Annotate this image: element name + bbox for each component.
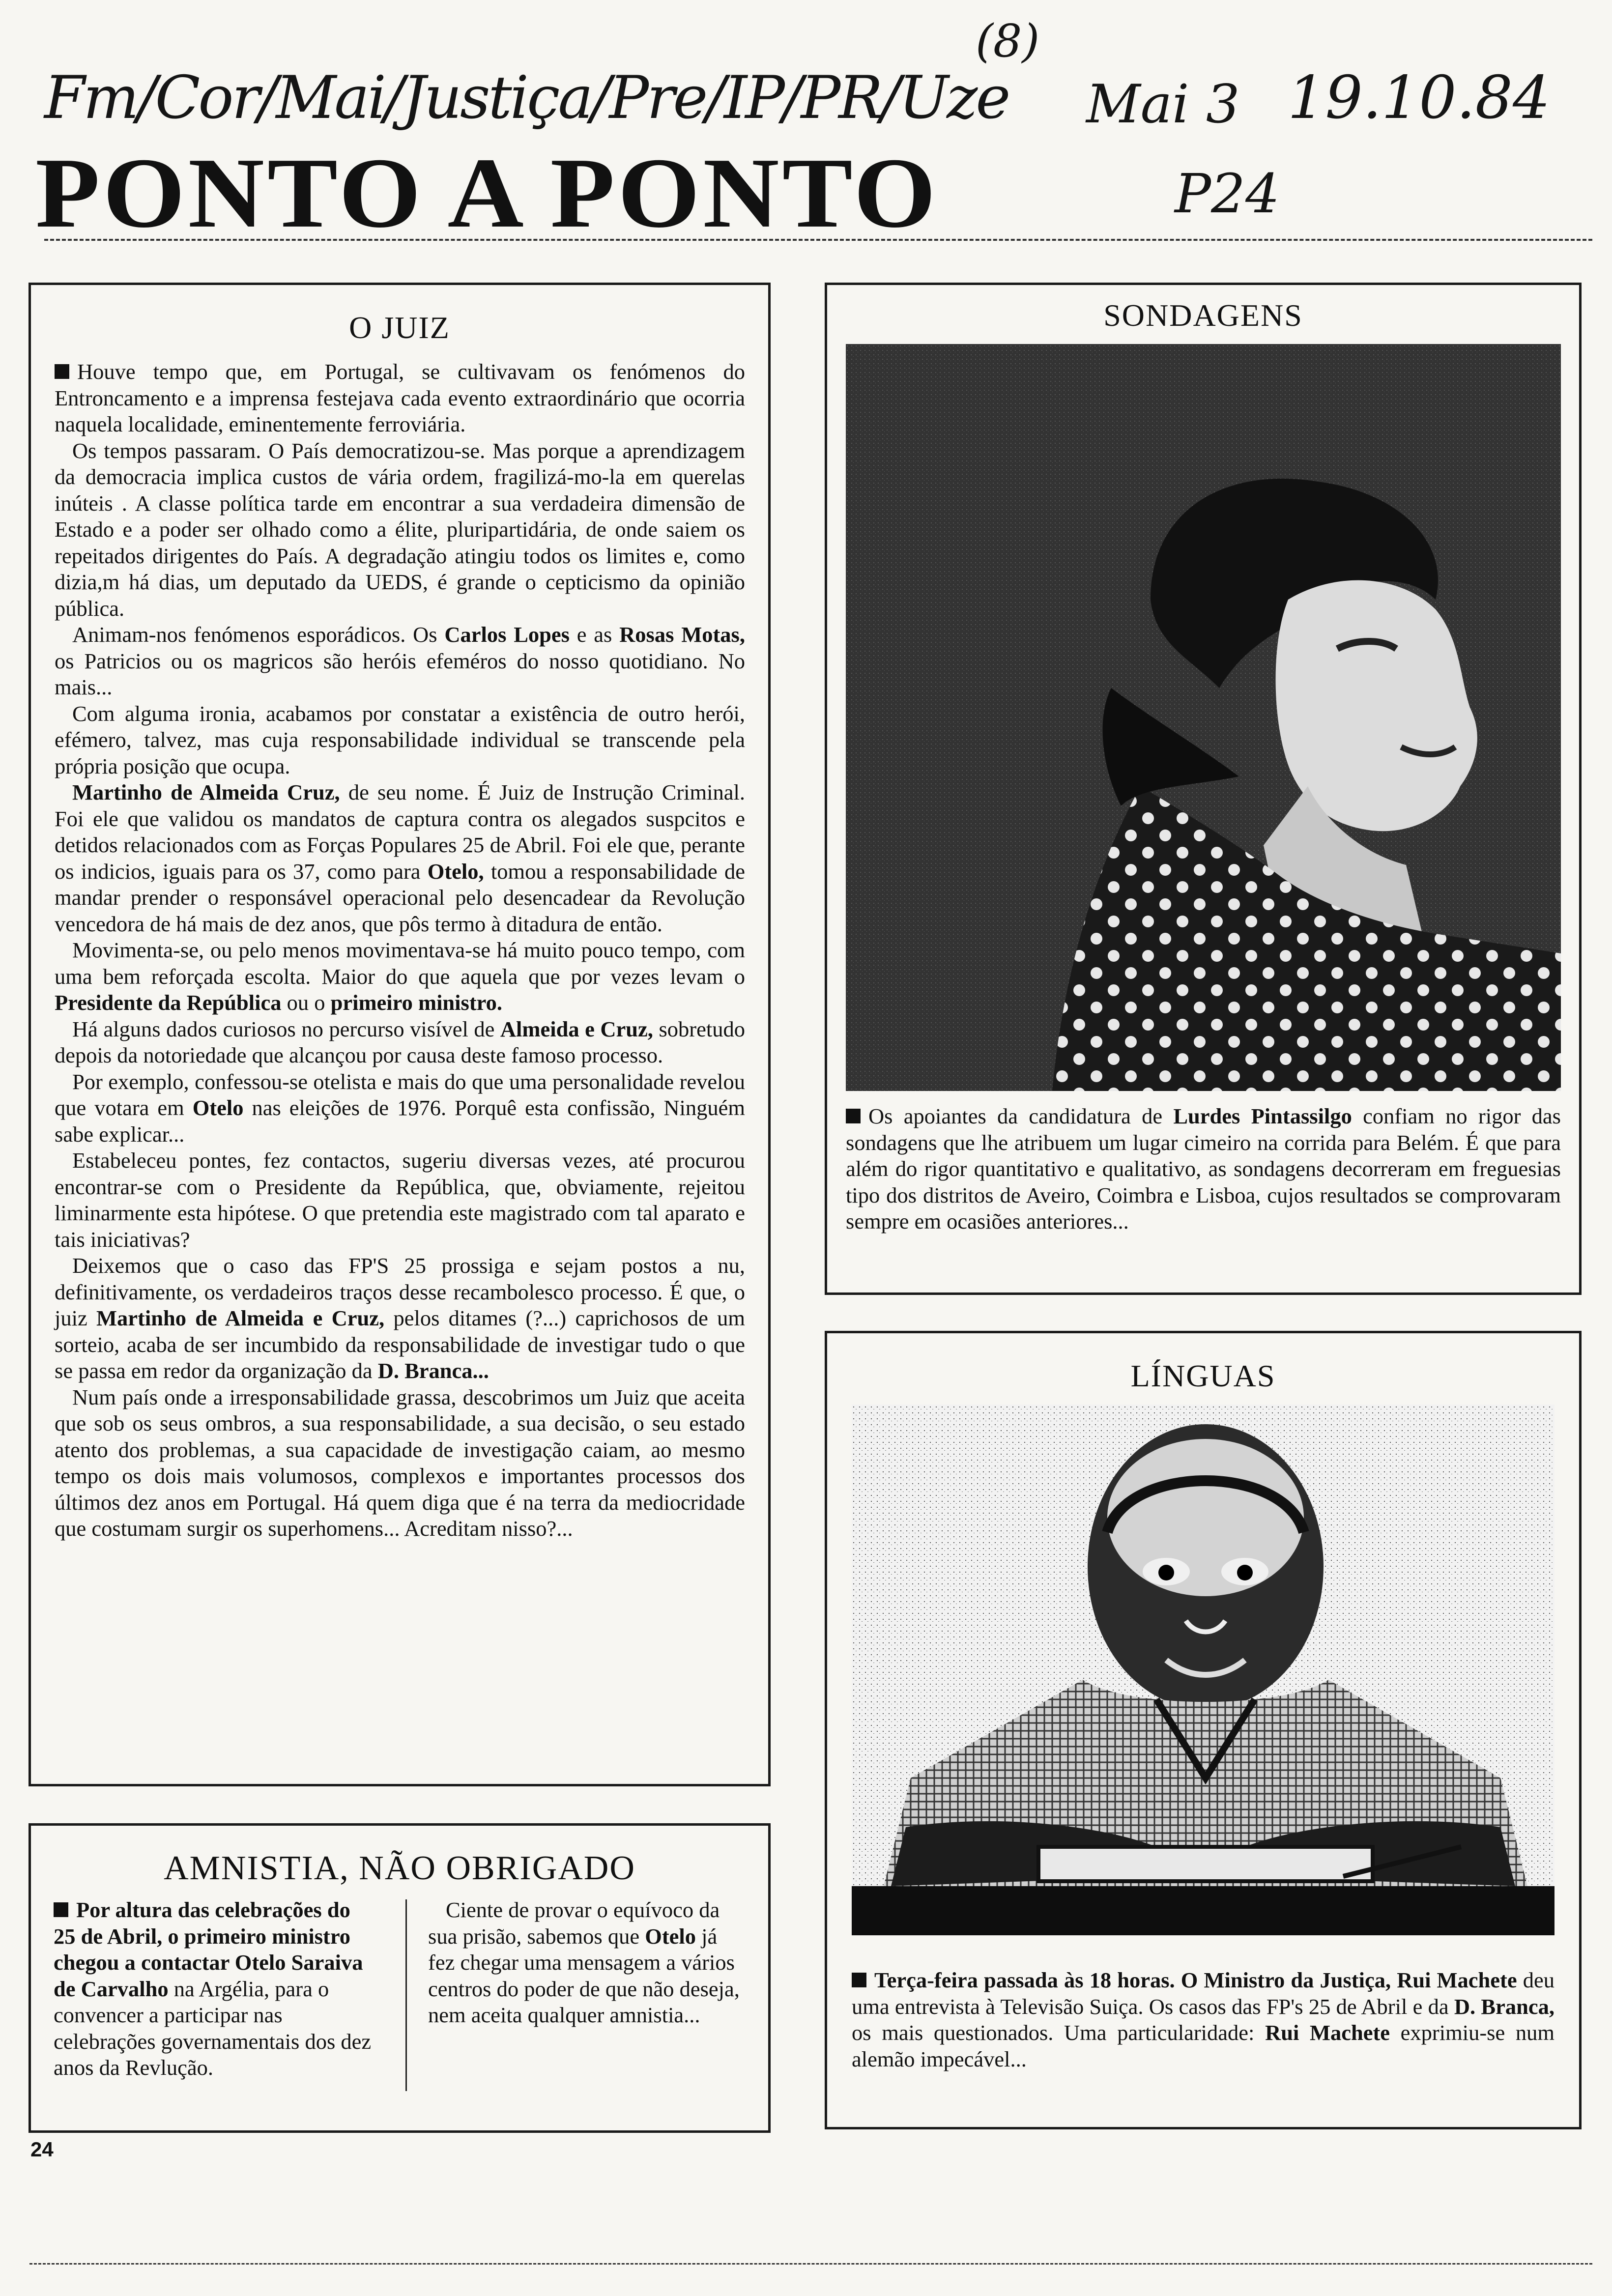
text-run: e as (570, 622, 620, 647)
article-paragraph (55, 937, 745, 1016)
handwritten-page-ref: P24 (1175, 162, 1280, 225)
bold-text-run: Rui Machete (1265, 2020, 1390, 2045)
text-run: Animam-nos fenómenos esporádicos. Os (72, 622, 445, 647)
text-run: Os tempos passaram. O País democratizou-se. Mas porque a aprendizagem da democracia implica custos de vária ordem, fragilizá-mo-la em querelas inúteis . A classe política tarde em encontrar a sua verdadeira dimensão de Estado e a poder ser olhado como a élite, pluripartidária, de onde saiem os repeitados dirigentes do País. A degradação atingiu todos os limites e, como dizia,m há dias, um deputado da UEDS, é grande o cepticismo da opinião pública. (55, 438, 745, 621)
article-paragraph (55, 438, 745, 622)
article-title: AMNISTIA, NÃO OBRIGADO (164, 1849, 635, 1887)
photo-caption (846, 1103, 1561, 1235)
bullet-square-icon (852, 1973, 866, 1987)
bold-text-run: Martinho de Almeida Cruz, (72, 780, 340, 804)
article-title: SONDAGENS (1103, 298, 1303, 333)
page-number: 24 (30, 2138, 54, 2161)
text-run: exprimiu-se num alemão impecável... (852, 2020, 1554, 2071)
text-run: nas eleições de 1976. Porquê esta confissão, Ninguém sabe explicar... (55, 1095, 745, 1147)
photo-rui-machete (852, 1405, 1554, 1935)
text-run: Num país onde a irresponsabilidade grassa, descobrimos um Juiz que aceita que sob os seus ombros, a sua responsabilidade, a sua decisão, o seu estado atento dos problemas, a sua capacidade de investigação caiam, ao mesmo tempo os dois mais volumosos, complexos e importantes processos dos últimos dez anos em Portugal. Há quem diga que é na terra da mediocridade que costumam surgir os superhomens... Acreditam nisso?... (55, 1384, 745, 1541)
bullet-square-icon (846, 1109, 861, 1123)
article-sondagens (825, 283, 1582, 1295)
masthead-rule (44, 239, 1592, 241)
text-run: sobretudo depois da notoriedade que alcançou por causa deste famoso processo. (55, 1016, 745, 1067)
article-title: O JUIZ (349, 310, 450, 345)
handwritten-date-note: 19.10.84 (1288, 64, 1551, 132)
bold-text-run: Terça-feira passada às 18 horas. O Ministro da Justiça, Rui Machete (874, 1968, 1517, 1992)
handwritten-page-mark: (8) (976, 15, 1040, 67)
handwritten-routing-note: Fm/Cor/Mai/Justiça/Pre/IP/PR/Uze (44, 64, 1009, 132)
text-run: Com alguma ironia, acabamos por constatar a existência de outro herói, efémero, talvez, mas cuja responsabilidade individual se transcende pela própria posição que ocupa. (55, 701, 745, 778)
text-run: os Patricios ou os magricos são heróis efeméros do nosso quotidiano. No mais... (55, 648, 745, 699)
text-run: tomou a responsabilidade de mandar prender o responsável operacional pelo desencadear da Revolução vencedora de há mais de dez anos, que pôs termo à ditadura de então. (55, 859, 745, 936)
bold-text-run: Lurdes Pintassilgo (1173, 1104, 1352, 1128)
article-paragraph (55, 622, 745, 701)
article-paragraph (55, 1016, 745, 1069)
text-run: ou o (281, 990, 331, 1015)
text-run: de seu nome. É Juiz de Instrução Criminal. Foi ele que validou os mandatos de captura contra os alegados suspcitos e detidos relacionados com as Forças Populares 25 de Abril. Foi ele que, perante os indicios, iguais para os 37, como para (55, 780, 745, 884)
article-paragraph (55, 701, 745, 780)
bullet-square-icon (54, 1902, 68, 1917)
footer-rule (29, 2263, 1592, 2265)
text-run: Por exemplo, confessou-se otelista e mais do que uma personalidade revelou que votara em (55, 1069, 745, 1120)
article-column-left (54, 1897, 373, 2081)
text-run: pelos ditames (?...) caprichosos de um sorteio, acaba de ser incumbido da responsabilidade de investigar tudo o que se passa em redor da organização da (55, 1306, 745, 1383)
article-title: LÍNGUAS (1130, 1358, 1276, 1393)
bold-text-run: Presidente da República (55, 990, 282, 1015)
bold-text-run: Otelo (192, 1095, 244, 1120)
bold-text-run: Martinho de Almeida e Cruz, (96, 1306, 385, 1330)
handwritten-month-note: Mai 3 (1086, 74, 1240, 135)
bold-text-run: D. Branca, (1454, 1994, 1554, 2019)
masthead-title: PONTO A PONTO (35, 137, 939, 249)
text-run: Há alguns dados curiosos no percurso visível de (72, 1016, 500, 1041)
text-run: na Argélia, para o convencer a participar nas celebrações governamentais dos dez anos da Revlução. (54, 1976, 372, 2080)
text-run: os mais questionados. Uma particularidade: (852, 2020, 1266, 2045)
article-paragraph (55, 359, 745, 438)
bold-text-run: primeiro ministro. (330, 990, 502, 1015)
text-run: Ciente de provar o equívoco da sua prisão, sabemos que (428, 1897, 720, 1949)
bold-text-run: Carlos Lopes (444, 622, 570, 647)
text-run: Movimenta-se, ou pelo menos movimentava-se há muito pouco tempo, com uma bem reforçada escolta. Maior do que aquela que por vezes levam o (55, 938, 745, 989)
article-amnistia (29, 1823, 771, 2133)
photo-lurdes-pintassilgo (846, 344, 1561, 1091)
text-run: confiam no rigor das sondagens que lhe atribuem um lugar cimeiro na corrida para Belém. É que para além do rigor quantitativo e qualitativo, as sondagens decorreram em freguesias tipo dos distritos de Aveiro, Coimbra e Lisboa, cujos resultados se comprovaram sempre em ocasiões anteriores... (846, 1104, 1561, 1234)
text-run: Deixemos que o caso das FP'S 25 prossiga e sejam postos a nu, definitivamente, os verdadeiros traços desse recambolesco processo. É que, o juiz (55, 1253, 745, 1330)
article-paragraph (55, 1069, 745, 1148)
column-divider (405, 1899, 407, 2091)
bold-text-run: Otelo, (427, 859, 484, 884)
article-paragraph (55, 1148, 745, 1253)
photo-caption (852, 1967, 1554, 2072)
text-run: Estabeleceu pontes, fez contactos, sugeriu diversas vezes, até procurou encontrar-se com o Presidente da República, que, obviamente, rejeitou liminarmente esta hipótese. O que pretendia este magistrado com tal aparato e tais iniciativas? (55, 1148, 745, 1252)
bold-text-run: Por altura das celebrações do 25 de Abril, o primeiro ministro chegou a contactar Otelo Saraiva de Carvalho (54, 1897, 363, 2001)
text-run: Houve tempo que, em Portugal, se cultivavam os fenómenos do Entroncamento e a imprensa festejava cada evento extraordinário que ocorria naquela localidade, eminentemente ferroviária. (55, 359, 745, 436)
text-run: deu uma entrevista à Televisão Suiça. Os casos das FP's 25 de Abril e da (852, 1968, 1554, 2019)
bold-text-run: Almeida e Cruz, (500, 1016, 653, 1041)
bullet-square-icon (55, 364, 69, 379)
article-o-juiz (29, 283, 771, 1786)
article-paragraph (55, 1384, 745, 1542)
article-paragraph (55, 1253, 745, 1384)
article-paragraph (55, 779, 745, 937)
bold-text-run: Rosas Motas, (619, 622, 745, 647)
bold-text-run: D. Branca... (377, 1358, 489, 1383)
article-linguas (825, 1331, 1582, 2129)
bold-text-run: Otelo (645, 1923, 696, 1949)
text-run: já fez chegar uma mensagem a vários centros do poder de que não deseja, nem aceita qualquer amnistia... (428, 1923, 740, 2027)
text-run: Os apoiantes da candidatura de (868, 1104, 1174, 1128)
article-body (55, 359, 745, 1542)
article-column-right (428, 1897, 748, 2029)
